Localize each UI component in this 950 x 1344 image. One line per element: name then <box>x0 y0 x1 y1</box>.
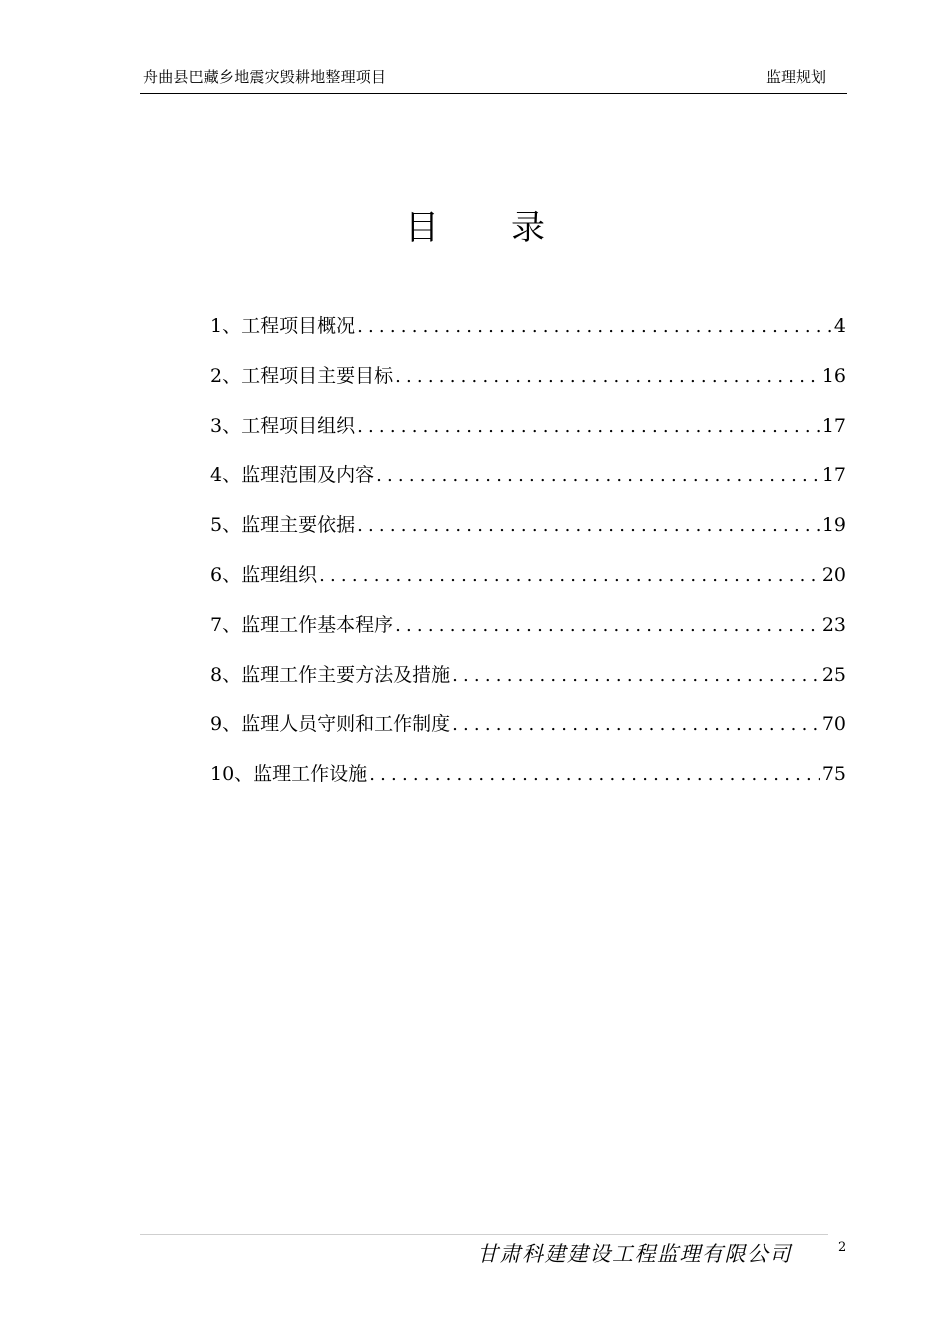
toc-leader-dots <box>355 409 820 445</box>
toc-entry[interactable] <box>210 607 846 657</box>
toc-leader-dots <box>393 608 820 644</box>
table-of-contents <box>210 308 846 806</box>
toc-entry[interactable] <box>210 408 846 458</box>
toc-leader-dots <box>355 309 832 345</box>
toc-leader-dots <box>393 359 820 395</box>
footer-divider <box>140 1234 828 1235</box>
toc-entry-page: 17 <box>821 464 846 487</box>
toc-entry-page: 75 <box>821 763 846 786</box>
toc-entry-page: 16 <box>821 364 846 387</box>
toc-entry[interactable] <box>210 308 846 358</box>
toc-leader-dots <box>374 458 820 494</box>
toc-entry-page: 23 <box>821 613 846 636</box>
toc-entry-label: 10、监理工作设施 <box>210 763 368 786</box>
footer-company-name: 甘肃科建建设工程监理有限公司 <box>477 1242 792 1266</box>
page-number: 2 <box>838 1240 847 1255</box>
toc-leader-dots <box>450 658 820 694</box>
toc-leader-dots <box>317 558 820 594</box>
toc-entry-label: 4、监理范围及内容 <box>210 464 375 487</box>
toc-entry[interactable] <box>210 507 846 557</box>
toc-entry-label: 9、监理人员守则和工作制度 <box>210 713 451 736</box>
toc-entry-label: 1、工程项目概况 <box>210 315 356 337</box>
toc-entry-page: 17 <box>821 414 846 437</box>
title-char-2: 录 <box>511 208 545 248</box>
toc-entry[interactable] <box>210 756 846 806</box>
toc-entry[interactable] <box>210 557 846 607</box>
title-char-1: 目 <box>405 208 439 248</box>
toc-entry[interactable] <box>210 457 846 507</box>
header-project-title: 舟曲县巴藏乡地震灾毁耕地整理项目 <box>143 68 387 86</box>
toc-leader-dots <box>355 508 820 544</box>
toc-entry-page: 4 <box>833 315 846 337</box>
page-title <box>0 200 950 249</box>
toc-leader-dots <box>367 757 820 793</box>
toc-entry[interactable] <box>210 657 846 707</box>
header-divider <box>140 93 847 94</box>
toc-entry-label: 5、监理主要依据 <box>210 514 356 537</box>
toc-entry-label: 8、监理工作主要方法及措施 <box>210 663 451 686</box>
header-doc-type: 监理规划 <box>765 68 826 86</box>
toc-entry-page: 20 <box>821 563 846 586</box>
toc-entry-page: 25 <box>821 663 846 686</box>
toc-entry-page: 70 <box>821 713 846 736</box>
toc-entry[interactable] <box>210 358 846 408</box>
toc-entry[interactable] <box>210 706 846 756</box>
toc-entry-label: 3、工程项目组织 <box>210 414 356 437</box>
toc-leader-dots <box>450 707 820 743</box>
toc-entry-label: 7、监理工作基本程序 <box>210 613 394 636</box>
toc-entry-label: 2、工程项目主要目标 <box>210 364 394 387</box>
toc-entry-label: 6、监理组织 <box>210 563 318 586</box>
toc-entry-page: 19 <box>821 514 846 537</box>
